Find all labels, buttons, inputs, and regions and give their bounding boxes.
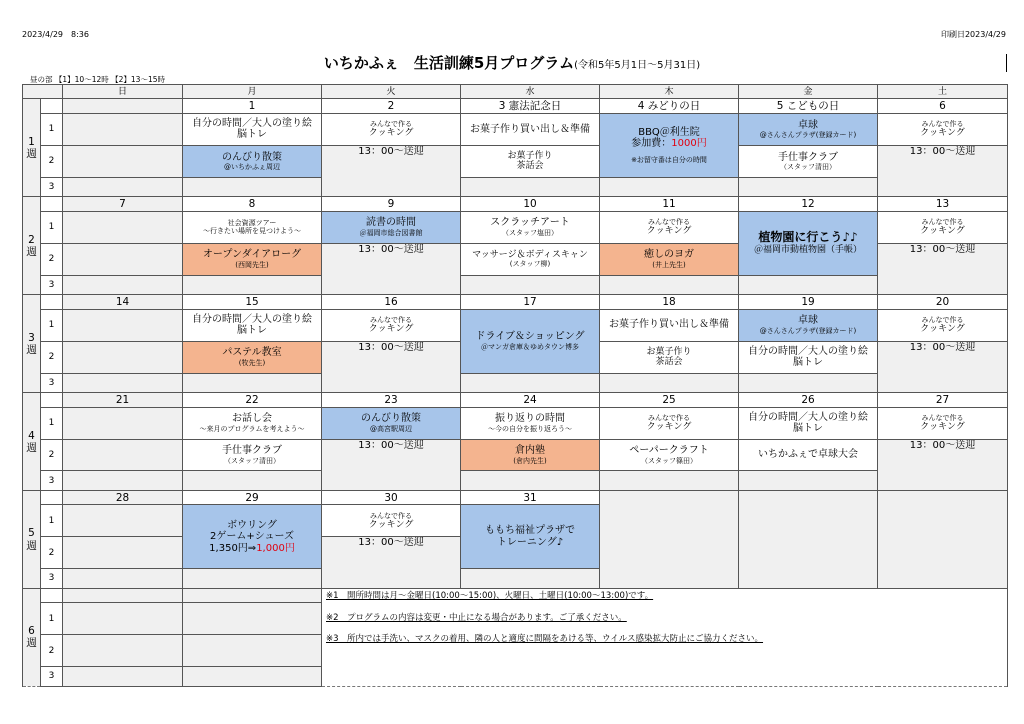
program-cell: 13：00～送迎	[878, 341, 1008, 393]
week1-date-row	[23, 99, 1008, 113]
slot-number: 1	[41, 211, 63, 243]
date-cell: 2	[322, 99, 461, 113]
program-cell: お話し会 ～来月のプログラムを考えよう～	[183, 407, 322, 439]
sunday-cell	[63, 113, 183, 145]
program-cell: みんなで作る クッキング	[322, 309, 461, 341]
empty-cell	[461, 471, 600, 491]
period: (令和5年5月1日～5月31日)	[574, 60, 701, 71]
date-cell: 11	[600, 197, 739, 211]
empty-cell	[183, 471, 322, 491]
sunday-cell	[63, 569, 183, 589]
slot-number: 1	[41, 113, 63, 145]
date-cell: 15	[183, 295, 322, 309]
notes-box	[322, 588, 1008, 686]
weekday-sun: 日	[63, 85, 183, 99]
program-cell: 13：00～送迎	[322, 243, 461, 295]
program-cell: 卓球 @さんさんプラザ(登録カード)	[739, 309, 878, 341]
program-cell: みんなで作る クッキング	[878, 113, 1008, 145]
note-2: ※2 プログラムの内容は変更・中止になる場合があります。ご了承ください。	[326, 612, 627, 623]
program-cell: 倉内塾 (倉内先生)	[461, 439, 600, 471]
program-cell: のんびり散策 @いちかふぇ周辺	[183, 145, 322, 177]
date-cell: 18	[600, 295, 739, 309]
slot-number: 3	[41, 667, 63, 687]
empty-cell	[878, 491, 1008, 589]
sunday-cell	[63, 243, 183, 275]
slot-number: 3	[41, 569, 63, 589]
date-cell: 9	[322, 197, 461, 211]
week-label: 2 週	[23, 197, 41, 295]
empty-cell	[183, 373, 322, 393]
weekday-header-row	[23, 85, 1008, 99]
program-cell: 社会資源ツアー ～行きたい場所を見つけよう～	[183, 211, 322, 243]
week4-slot3	[23, 471, 1008, 491]
week1-slot1	[23, 113, 1008, 145]
date-row-spacer	[41, 197, 63, 211]
sunday-cell	[63, 588, 183, 602]
week3-slot1	[23, 309, 1008, 341]
week-label: 3 週	[23, 295, 41, 393]
empty-cell	[183, 275, 322, 295]
program-cell: 13：00～送迎	[322, 537, 461, 589]
program-cell: 13：00～送迎	[322, 341, 461, 393]
program-cell: みんなで作る クッキング	[878, 211, 1008, 243]
program-cell: スクラッチアート （スタッフ塩田）	[461, 211, 600, 243]
program-cell-drive: ドライブ＆ショッピング ＠マンガ倉庫＆ゆめタウン博多	[461, 309, 600, 373]
sunday-cell	[63, 211, 183, 243]
week2-slot3	[23, 275, 1008, 295]
empty-cell	[739, 177, 878, 197]
date-cell: 27	[878, 393, 1008, 407]
sunday-cell	[63, 373, 183, 393]
sunday-cell	[63, 309, 183, 341]
program-cell: 13：00～送迎	[322, 145, 461, 197]
slot-number: 2	[41, 537, 63, 569]
empty-cell	[461, 177, 600, 197]
slot-number: 3	[41, 177, 63, 197]
empty-cell	[183, 603, 322, 635]
sunday-cell	[63, 439, 183, 471]
date-cell: 30	[322, 491, 461, 505]
date-row-spacer	[41, 491, 63, 505]
empty-cell	[461, 275, 600, 295]
date-cell: 7	[63, 197, 183, 211]
weekday-sat: 土	[878, 85, 1008, 99]
slot-number: 2	[41, 341, 63, 373]
date-cell: 20	[878, 295, 1008, 309]
sunday-cell	[63, 505, 183, 537]
empty-cell	[461, 569, 600, 589]
program-cell: お菓子作り買い出し＆準備	[600, 309, 739, 341]
sunday-cell	[63, 275, 183, 295]
date-cell: 12	[739, 197, 878, 211]
empty-cell	[600, 177, 739, 197]
week6-date-row	[23, 588, 1008, 602]
date-cell: 29	[183, 491, 322, 505]
program-cell: マッサージ＆ボディスキャン (スタッフ柳)	[461, 243, 600, 275]
date-cell: 23	[322, 393, 461, 407]
program-cell: 自分の時間／大人の塗り絵 脳トレ	[183, 309, 322, 341]
week-label: 4 週	[23, 393, 41, 491]
program-cell: 読書の時間 ＠福岡市総合図書館	[322, 211, 461, 243]
week2-date-row	[23, 197, 1008, 211]
date-cell: 28	[63, 491, 183, 505]
program-cell: みんなで作る クッキング	[322, 113, 461, 145]
program-cell: 13：00～送迎	[322, 439, 461, 491]
sunday-cell	[63, 145, 183, 177]
slot-number: 1	[41, 505, 63, 537]
sunday-cell	[63, 635, 183, 667]
program-cell-bbq: BBQ＠利生院 参加費：1000円 ※お留守番は自分の時間	[600, 113, 739, 177]
date-cell: 31	[461, 491, 600, 505]
weekday-fri: 金	[739, 85, 878, 99]
program-cell: 13：00～送迎	[878, 439, 1008, 491]
program-cell: 癒しのヨガ (井上先生)	[600, 243, 739, 275]
empty-cell	[739, 491, 878, 589]
week4-date-row	[23, 393, 1008, 407]
date-cell: 8	[183, 197, 322, 211]
week-label: 5 週	[23, 491, 41, 589]
date-cell: 19	[739, 295, 878, 309]
program-calendar	[22, 84, 1008, 687]
date-cell: 24	[461, 393, 600, 407]
weekday-mon: 月	[183, 85, 322, 99]
sunday-cell	[63, 471, 183, 491]
sunday-cell	[63, 407, 183, 439]
program-cell: のんびり散策 @高宮駅周辺	[322, 407, 461, 439]
empty-cell	[739, 471, 878, 491]
slot-number: 1	[41, 309, 63, 341]
program-cell: いちかふぇで卓球大会	[739, 439, 878, 471]
slot-number: 2	[41, 243, 63, 275]
program-cell: 手仕事クラブ （スタッフ清田）	[183, 439, 322, 471]
date-cell: 13	[878, 197, 1008, 211]
empty-cell	[183, 569, 322, 589]
date-cell	[63, 99, 183, 113]
date-cell: 21	[63, 393, 183, 407]
sunday-cell	[63, 603, 183, 635]
program-cell: みんなで作る クッキング	[600, 211, 739, 243]
program-cell: ペーパークラフト （スタッフ篠田）	[600, 439, 739, 471]
date-cell: 26	[739, 393, 878, 407]
program-cell: パステル教室 (牧先生)	[183, 341, 322, 373]
divider	[1006, 54, 1007, 72]
date-cell: 25	[600, 393, 739, 407]
empty-cell	[600, 373, 739, 393]
timestamp: 2023/4/29 8:36	[22, 30, 89, 39]
slot-number: 1	[41, 603, 63, 635]
date-cell: 17	[461, 295, 600, 309]
date-cell: 5 こどもの日	[739, 99, 878, 113]
program-cell: お菓子作り買い出し＆準備	[461, 113, 600, 145]
date-cell: 4 みどりの日	[600, 99, 739, 113]
empty-cell	[461, 373, 600, 393]
program-cell-training: ももち福祉プラザで トレーニング♪	[461, 505, 600, 569]
program-cell: 卓球 @さんさんプラザ(登録カード)	[739, 113, 878, 145]
slot-number: 2	[41, 439, 63, 471]
date-row-spacer	[41, 393, 63, 407]
note-1: ※1 開所時間は月～金曜日(10:00～15:00)、火曜日、土曜日(10:00～13:00)です。	[326, 590, 654, 601]
slot-number: 2	[41, 145, 63, 177]
date-cell: 16	[322, 295, 461, 309]
empty-cell	[183, 588, 322, 602]
program-cell: オープンダイアローグ (西岡先生)	[183, 243, 322, 275]
program-cell-botanical: 植物園に行こう♪♪ ＠福岡市動植物園（手帳）	[739, 211, 878, 275]
weekday-thu: 木	[600, 85, 739, 99]
week2-slot1	[23, 211, 1008, 243]
empty-cell	[739, 275, 878, 295]
program-cell-bowling: ボウリング 2ゲーム+シューズ 1,350円⇒1,000円	[183, 505, 322, 569]
program-cell: 手仕事クラブ （スタッフ清田）	[739, 145, 878, 177]
program-cell: お菓子作り 茶話会	[600, 341, 739, 373]
empty-cell	[183, 177, 322, 197]
slot-number: 1	[41, 407, 63, 439]
week5-date-row	[23, 491, 1008, 505]
program-cell: みんなで作る クッキング	[322, 505, 461, 537]
slot-number: 3	[41, 275, 63, 295]
date-row-spacer	[41, 588, 63, 602]
page-title: いちかふぇ 生活訓練5月プログラム(令和5年5月1日～5月31日)	[323, 54, 701, 72]
slot-number: 2	[41, 635, 63, 667]
empty-cell	[600, 471, 739, 491]
date-cell: 10	[461, 197, 600, 211]
program-cell: みんなで作る クッキング	[600, 407, 739, 439]
program-cell: 振り返りの時間 ～今の自分を振り返ろう～	[461, 407, 600, 439]
sunday-cell	[63, 341, 183, 373]
week3-slot3	[23, 373, 1008, 393]
empty-cell	[600, 491, 739, 589]
week-label: 1 週	[23, 99, 41, 197]
week-label: 6 週	[23, 588, 41, 686]
week4-slot1	[23, 407, 1008, 439]
date-row-spacer	[41, 99, 63, 113]
slot-number: 3	[41, 471, 63, 491]
program-cell: お菓子作り 茶話会	[461, 145, 600, 177]
sunday-cell	[63, 667, 183, 687]
program-cell: 自分の時間／大人の塗り絵 脳トレ	[739, 407, 878, 439]
date-cell: 6	[878, 99, 1008, 113]
program-cell: 自分の時間／大人の塗り絵 脳トレ	[183, 113, 322, 145]
week1-slot3	[23, 177, 1008, 197]
date-cell: 14	[63, 295, 183, 309]
date-row-spacer	[41, 295, 63, 309]
note-3: ※3 所内では手洗い、マスクの着用、隣の人と適度に間隔をあける等、ウイルス感染拡大防止にご協力ください。	[326, 634, 764, 645]
weekday-wed: 水	[461, 85, 600, 99]
corner-cell	[23, 85, 63, 99]
program-cell: 13：00～送迎	[878, 145, 1008, 197]
weekday-tue: 火	[322, 85, 461, 99]
program-cell: みんなで作る クッキング	[878, 407, 1008, 439]
empty-cell	[183, 635, 322, 667]
date-cell: 3 憲法記念日	[461, 99, 600, 113]
date-cell: 22	[183, 393, 322, 407]
sunday-cell	[63, 177, 183, 197]
date-cell: 1	[183, 99, 322, 113]
week3-date-row	[23, 295, 1008, 309]
week1-slot2	[23, 145, 1008, 177]
program-cell: みんなで作る クッキング	[878, 309, 1008, 341]
program-cell: 自分の時間／大人の塗り絵 脳トレ	[739, 341, 878, 373]
empty-cell	[739, 373, 878, 393]
slot-number: 3	[41, 373, 63, 393]
print-date: 印刷日2023/4/29	[940, 30, 1006, 39]
program-cell: 13：00～送迎	[878, 243, 1008, 295]
empty-cell	[600, 275, 739, 295]
sunday-cell	[63, 537, 183, 569]
week4-slot2	[23, 439, 1008, 471]
empty-cell	[183, 667, 322, 687]
session-times: 昼の部 【1】10～12時 【2】13～15時	[30, 75, 165, 84]
